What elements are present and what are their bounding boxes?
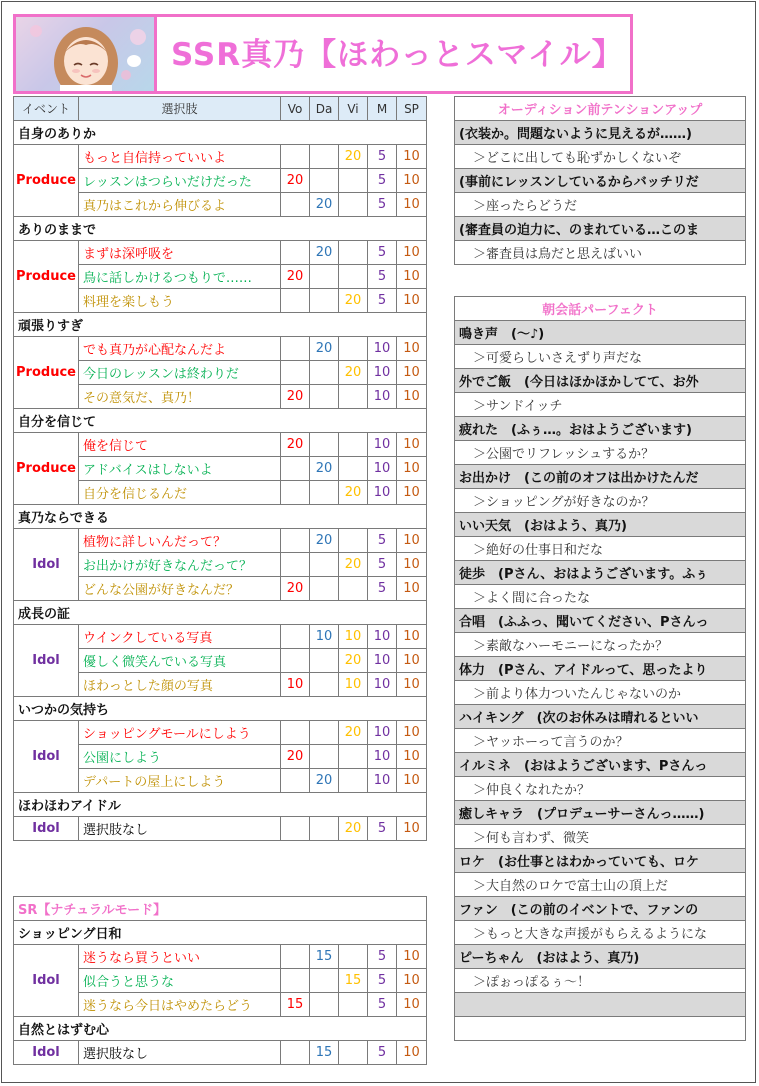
dialogue-prompt: 体力 (Pさん、アイドルって、思ったより <box>455 657 746 681</box>
stat-sp: 10 <box>397 193 427 217</box>
event-row <box>14 217 427 241</box>
stat-sp: 10 <box>397 1041 427 1065</box>
dialogue-prompt: 外でご飯 (今日はほかほかしてて、お外 <box>455 369 746 393</box>
stat-vi: 20 <box>339 721 368 745</box>
stat-vi: 20 <box>339 289 368 313</box>
stat-da: 20 <box>310 457 339 481</box>
stat-m: 5 <box>368 169 397 193</box>
dialogue-answer-row <box>455 193 746 217</box>
stat-sp: 10 <box>397 817 427 841</box>
event-type-tag: Idol <box>14 817 79 841</box>
stat-sp: 10 <box>397 433 427 457</box>
stat-da: 20 <box>310 769 339 793</box>
stat-sp: 10 <box>397 145 427 169</box>
stat-vo: 20 <box>281 385 310 409</box>
dialogue-prompt: 癒しキャラ (プロデューサーさんっ……) <box>455 801 746 825</box>
stat-m: 10 <box>368 361 397 385</box>
dialogue-prompt-row <box>455 513 746 537</box>
choice-text: もっと自信持っていいよ <box>79 145 281 169</box>
stat-sp: 10 <box>397 745 427 769</box>
stat-m: 5 <box>368 945 397 969</box>
event-name: ほわほわアイドル <box>14 793 427 817</box>
stat-da <box>310 169 339 193</box>
dialogue-answer: ＞ぽぉっぽるぅ～！ <box>455 969 746 993</box>
dialogue-prompt: 疲れた (ふぅ…。おはようございます) <box>455 417 746 441</box>
stat-da <box>310 481 339 505</box>
dialogue-answer-row <box>455 873 746 897</box>
stat-sp: 10 <box>397 481 427 505</box>
stat-vo <box>281 769 310 793</box>
dialogue-prompt: ファン (この前のイベントで、ファンの <box>455 897 746 921</box>
stat-vi <box>339 945 368 969</box>
stat-m: 10 <box>368 745 397 769</box>
stat-da: 20 <box>310 241 339 265</box>
stat-vi: 20 <box>339 145 368 169</box>
dialogue-answer-row <box>455 241 746 265</box>
stat-vo: 15 <box>281 993 310 1017</box>
dialogue-answer-row <box>455 441 746 465</box>
stat-da <box>310 745 339 769</box>
dialogue-prompt-row <box>455 945 746 969</box>
choice-text: 迷うなら今日はやめたらどう <box>79 993 281 1017</box>
stat-sp: 10 <box>397 577 427 601</box>
character-portrait <box>16 17 157 91</box>
event-name: 自分を信じて <box>14 409 427 433</box>
stat-vi: 20 <box>339 649 368 673</box>
event-type-tag: Produce <box>14 337 79 409</box>
dialogue-answer-row <box>455 825 746 849</box>
stat-vo <box>281 145 310 169</box>
stat-vo <box>281 193 310 217</box>
dialogue-prompt: イルミネ (おはようございます、Pさんっ <box>455 753 746 777</box>
stat-vo <box>281 337 310 361</box>
dialogue-answer: ＞公園でリフレッシュするか？ <box>455 441 746 465</box>
stat-sp: 10 <box>397 945 427 969</box>
dialogue-prompt-row <box>455 121 746 145</box>
stat-sp: 10 <box>397 649 427 673</box>
event-type-tag: Produce <box>14 145 79 217</box>
dialogue-answer: ＞座ったらどうだ <box>455 193 746 217</box>
stat-m: 5 <box>368 577 397 601</box>
stat-sp: 10 <box>397 265 427 289</box>
stat-sp: 10 <box>397 361 427 385</box>
choice-row <box>14 721 427 745</box>
choice-text: レッスンはつらいだけだった <box>79 169 281 193</box>
event-name: 成長の証 <box>14 601 427 625</box>
event-type-tag: Produce <box>14 241 79 313</box>
dialogue-answer: ＞審査員は鳥だと思えばいい <box>455 241 746 265</box>
event-name: 真乃ならできる <box>14 505 427 529</box>
dialogue-answer-row <box>455 585 746 609</box>
choice-text: どんな公園が好きなんだ？ <box>79 577 281 601</box>
event-type-tag: Idol <box>14 625 79 697</box>
dialogue-answer-row <box>455 145 746 169</box>
stat-vo <box>281 457 310 481</box>
dialogue-prompt-row <box>455 169 746 193</box>
table-header-row <box>14 97 427 121</box>
event-row <box>14 121 427 145</box>
event-name: 頑張りすぎ <box>14 313 427 337</box>
empty-cell <box>455 1017 746 1041</box>
stat-vo <box>281 289 310 313</box>
stat-vi <box>339 1041 368 1065</box>
dialogue-prompt-row <box>455 217 746 241</box>
dialogue-prompt-row <box>455 705 746 729</box>
choice-row <box>14 1041 427 1065</box>
header-da: Da <box>310 97 339 121</box>
stat-vo <box>281 529 310 553</box>
event-name: 自然とはずむ心 <box>14 1017 427 1041</box>
event-row <box>14 505 427 529</box>
choice-row <box>14 945 427 969</box>
morning-table <box>454 296 746 1041</box>
event-type-tag: Idol <box>14 1041 79 1065</box>
stat-vo <box>281 481 310 505</box>
stat-da <box>310 361 339 385</box>
stat-m: 10 <box>368 721 397 745</box>
stat-m: 5 <box>368 993 397 1017</box>
stat-vo <box>281 649 310 673</box>
stat-m: 10 <box>368 481 397 505</box>
event-row <box>14 1017 427 1041</box>
stat-m: 5 <box>368 553 397 577</box>
stat-da <box>310 553 339 577</box>
stat-vo: 20 <box>281 577 310 601</box>
stat-vi <box>339 433 368 457</box>
stat-m: 5 <box>368 529 397 553</box>
header-sp: SP <box>397 97 427 121</box>
dialogue-answer-row <box>455 921 746 945</box>
stat-da <box>310 817 339 841</box>
choice-row <box>14 145 427 169</box>
dialogue-prompt: いい天気 (おはよう、真乃) <box>455 513 746 537</box>
stat-vi: 20 <box>339 481 368 505</box>
stat-vi: 20 <box>339 817 368 841</box>
stat-vo <box>281 241 310 265</box>
stat-sp: 10 <box>397 721 427 745</box>
event-row <box>14 313 427 337</box>
dialogue-answer: ＞前より体力ついたんじゃないのか <box>455 681 746 705</box>
dialogue-answer: ＞どこに出しても恥ずかしくないぞ <box>455 145 746 169</box>
stat-m: 10 <box>368 769 397 793</box>
dialogue-answer: ＞素敵なハーモニーになったか？ <box>455 633 746 657</box>
stat-vi <box>339 457 368 481</box>
stat-da <box>310 385 339 409</box>
choice-row <box>14 817 427 841</box>
choice-row <box>14 337 427 361</box>
stat-m: 5 <box>368 193 397 217</box>
event-name: ショッピング日和 <box>14 921 427 945</box>
dialogue-answer: ＞可愛らしいさえずり声だな <box>455 345 746 369</box>
sr-title: SR【ナチュラルモード】 <box>14 897 427 921</box>
stat-da: 20 <box>310 529 339 553</box>
stat-m: 10 <box>368 649 397 673</box>
dialogue-prompt-row <box>455 561 746 585</box>
header-m: M <box>368 97 397 121</box>
dialogue-prompt-row <box>455 609 746 633</box>
choice-text: ウインクしている写真 <box>79 625 281 649</box>
dialogue-answer: ＞もっと大きな声援がもらえるようにな <box>455 921 746 945</box>
stat-vi <box>339 993 368 1017</box>
stat-vo <box>281 1041 310 1065</box>
dialogue-answer-row <box>455 345 746 369</box>
stat-da <box>310 265 339 289</box>
stat-vo <box>281 553 310 577</box>
empty-row <box>455 1017 746 1041</box>
choice-text: お出かけが好きなんだって？ <box>79 553 281 577</box>
dialogue-answer: ＞よく間に合ったな <box>455 585 746 609</box>
stat-vi: 10 <box>339 625 368 649</box>
dialogue-answer: ＞サンドイッチ <box>455 393 746 417</box>
dialogue-prompt: お出かけ (この前のオフは出かけたんだ <box>455 465 746 489</box>
stat-sp: 10 <box>397 625 427 649</box>
event-type-tag: Idol <box>14 529 79 601</box>
choice-text: 優しく微笑んでいる写真 <box>79 649 281 673</box>
stat-da <box>310 145 339 169</box>
stat-vi <box>339 265 368 289</box>
stat-m: 5 <box>368 265 397 289</box>
stat-m: 10 <box>368 625 397 649</box>
stat-vo <box>281 625 310 649</box>
event-row <box>14 409 427 433</box>
choice-text: 今日のレッスンは終わりだ <box>79 361 281 385</box>
choice-text: 真乃はこれから伸びるよ <box>79 193 281 217</box>
event-row <box>14 601 427 625</box>
dialogue-answer-row <box>455 489 746 513</box>
dialogue-prompt: ハイキング (次のお休みは晴れるといい <box>455 705 746 729</box>
dialogue-answer-row <box>455 633 746 657</box>
stat-da: 15 <box>310 945 339 969</box>
dialogue-answer: ＞大自然のロケで富士山の頂上だ <box>455 873 746 897</box>
event-type-tag: Idol <box>14 721 79 793</box>
stat-sp: 10 <box>397 673 427 697</box>
dialogue-answer: ＞仲良くなれたか？ <box>455 777 746 801</box>
choice-text: 迷うなら買うといい <box>79 945 281 969</box>
stat-da <box>310 289 339 313</box>
stat-sp: 10 <box>397 337 427 361</box>
stat-vo: 20 <box>281 169 310 193</box>
dialogue-prompt-row <box>455 465 746 489</box>
choice-text: 植物に詳しいんだって？ <box>79 529 281 553</box>
dialogue-answer: ＞ショッピングが好きなのか？ <box>455 489 746 513</box>
dialogue-answer-row <box>455 777 746 801</box>
stat-da <box>310 969 339 993</box>
stat-sp: 10 <box>397 385 427 409</box>
dialogue-prompt-row <box>455 753 746 777</box>
stat-vo: 20 <box>281 433 310 457</box>
stat-sp: 10 <box>397 769 427 793</box>
stat-da: 10 <box>310 625 339 649</box>
event-row <box>14 793 427 817</box>
stat-vi: 20 <box>339 361 368 385</box>
choice-text: ほわっとした顔の写真 <box>79 673 281 697</box>
ssr-event-table <box>13 96 427 841</box>
stat-vi: 15 <box>339 969 368 993</box>
stat-vo: 20 <box>281 745 310 769</box>
stat-vo <box>281 945 310 969</box>
dialogue-answer-row <box>455 537 746 561</box>
dialogue-prompt: 鳴き声 (～♪) <box>455 321 746 345</box>
choice-row <box>14 241 427 265</box>
stat-vi <box>339 769 368 793</box>
page-title: SSR真乃【ほわっとスマイル】 <box>171 37 624 73</box>
choice-text: その意気だ、真乃！ <box>79 385 281 409</box>
choice-text: デパートの屋上にしよう <box>79 769 281 793</box>
stat-m: 10 <box>368 457 397 481</box>
stat-vi <box>339 337 368 361</box>
dialogue-answer-row <box>455 729 746 753</box>
stat-da <box>310 721 339 745</box>
event-type-tag: Idol <box>14 945 79 1017</box>
choice-row <box>14 625 427 649</box>
stat-da <box>310 993 339 1017</box>
dialogue-prompt: (衣装か。問題ないように見えるが……) <box>455 121 746 145</box>
dialogue-answer-row <box>455 681 746 705</box>
dialogue-prompt-row <box>455 849 746 873</box>
dialogue-answer: ＞絶好の仕事日和だな <box>455 537 746 561</box>
empty-cell <box>455 993 746 1017</box>
choice-text: アドバイスはしないよ <box>79 457 281 481</box>
stat-vi: 10 <box>339 673 368 697</box>
dialogue-prompt-row <box>455 897 746 921</box>
stat-sp: 10 <box>397 289 427 313</box>
stat-m: 5 <box>368 969 397 993</box>
stat-sp: 10 <box>397 529 427 553</box>
stat-vo: 20 <box>281 265 310 289</box>
stat-vi <box>339 385 368 409</box>
stat-vi <box>339 577 368 601</box>
stat-m: 5 <box>368 145 397 169</box>
dialogue-prompt-row <box>455 369 746 393</box>
stat-sp: 10 <box>397 553 427 577</box>
event-type-tag: Produce <box>14 433 79 505</box>
stat-m: 5 <box>368 817 397 841</box>
stat-m: 10 <box>368 385 397 409</box>
stat-sp: 10 <box>397 969 427 993</box>
choice-text: 自分を信じるんだ <box>79 481 281 505</box>
stat-vi <box>339 529 368 553</box>
stat-vi: 20 <box>339 553 368 577</box>
stat-vi <box>339 193 368 217</box>
stat-vo <box>281 817 310 841</box>
event-row <box>14 921 427 945</box>
dialogue-prompt: (事前にレッスンしているからバッチリだ <box>455 169 746 193</box>
header-event: イベント <box>14 97 79 121</box>
dialogue-prompt: 合唱 (ふふっ、聞いてください、Pさんっ <box>455 609 746 633</box>
stat-da <box>310 433 339 457</box>
dialogue-prompt: ロケ (お仕事とはわかっていても、ロケ <box>455 849 746 873</box>
audition-table <box>454 96 746 265</box>
stat-da <box>310 649 339 673</box>
sr-event-table <box>13 896 427 1065</box>
choice-text: まずは深呼吸を <box>79 241 281 265</box>
stat-da: 20 <box>310 337 339 361</box>
header-choice: 選択肢 <box>79 97 281 121</box>
stat-vi <box>339 169 368 193</box>
sr-title-row <box>14 897 427 921</box>
choice-text: 選択肢なし <box>79 817 281 841</box>
header-vo: Vo <box>281 97 310 121</box>
stat-sp: 10 <box>397 993 427 1017</box>
stat-m: 10 <box>368 337 397 361</box>
header-vi: Vi <box>339 97 368 121</box>
dialogue-answer: ＞何も言わず、微笑 <box>455 825 746 849</box>
choice-row <box>14 433 427 457</box>
choice-text: 公園にしよう <box>79 745 281 769</box>
dialogue-prompt: (審査員の迫力に、のまれている…このま <box>455 217 746 241</box>
stat-m: 5 <box>368 241 397 265</box>
choice-text: でも真乃が心配なんだよ <box>79 337 281 361</box>
choice-text: ショッピングモールにしよう <box>79 721 281 745</box>
dialogue-prompt-row <box>455 417 746 441</box>
stat-vo <box>281 721 310 745</box>
dialogue-prompt: 徒歩 (Pさん、おはようございます。ふぅ <box>455 561 746 585</box>
morning-title-row <box>455 297 746 321</box>
stat-vi <box>339 241 368 265</box>
event-name: いつかの気持ち <box>14 697 427 721</box>
stat-sp: 10 <box>397 457 427 481</box>
stat-m: 10 <box>368 433 397 457</box>
choice-text: 俺を信じて <box>79 433 281 457</box>
choice-text: 選択肢なし <box>79 1041 281 1065</box>
choice-text: 似合うと思うな <box>79 969 281 993</box>
audition-title-row <box>455 97 746 121</box>
stat-m: 10 <box>368 673 397 697</box>
dialogue-prompt: ピーちゃん (おはよう、真乃) <box>455 945 746 969</box>
stat-sp: 10 <box>397 169 427 193</box>
dialogue-answer-row <box>455 393 746 417</box>
event-row <box>14 697 427 721</box>
stat-vo: 10 <box>281 673 310 697</box>
stat-m: 5 <box>368 289 397 313</box>
dialogue-prompt-row <box>455 801 746 825</box>
choice-text: 料理を楽しもう <box>79 289 281 313</box>
dialogue-answer-row <box>455 969 746 993</box>
stat-da <box>310 673 339 697</box>
stat-da: 15 <box>310 1041 339 1065</box>
stat-da <box>310 577 339 601</box>
stat-sp: 10 <box>397 241 427 265</box>
audition-title: オーディション前テンションアップ <box>455 97 746 121</box>
dialogue-prompt-row <box>455 657 746 681</box>
morning-title: 朝会話パーフェクト <box>455 297 746 321</box>
dialogue-prompt-row <box>455 321 746 345</box>
event-name: ありのままで <box>14 217 427 241</box>
stat-m: 5 <box>368 1041 397 1065</box>
stat-vo <box>281 969 310 993</box>
dialogue-answer: ＞ヤッホーって言うのか？ <box>455 729 746 753</box>
event-name: 自身のありか <box>14 121 427 145</box>
title-banner <box>13 14 633 94</box>
choice-text: 鳥に話しかけるつもりで…… <box>79 265 281 289</box>
stat-vo <box>281 361 310 385</box>
stat-da: 20 <box>310 193 339 217</box>
stat-vi <box>339 745 368 769</box>
empty-row <box>455 993 746 1017</box>
choice-row <box>14 529 427 553</box>
